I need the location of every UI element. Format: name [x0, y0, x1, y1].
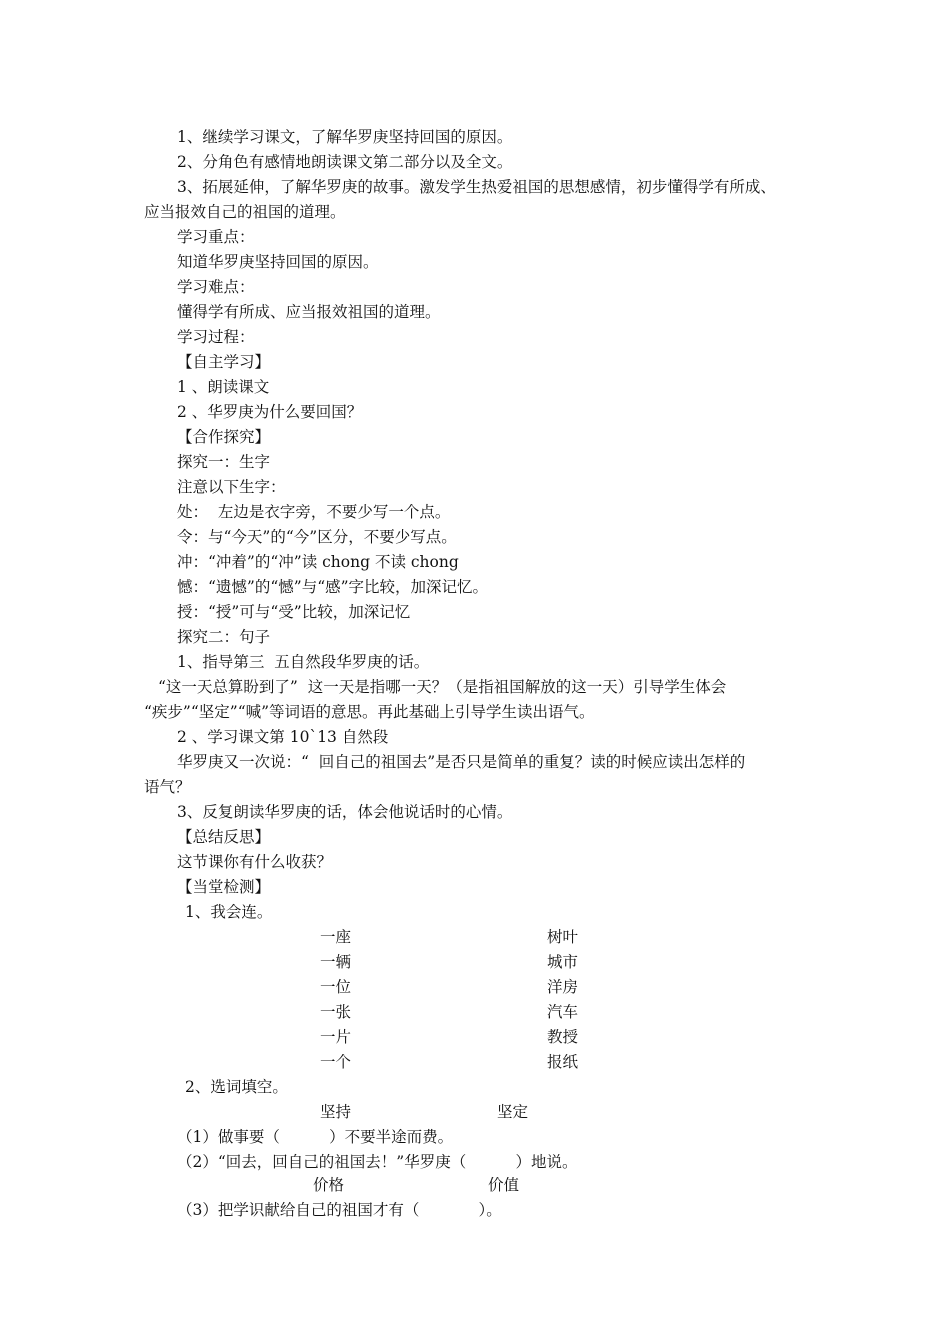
char-item-5: 授：“授”可与“受”比较，加深记忆: [177, 603, 411, 621]
match-left-6: 一个: [320, 1053, 352, 1071]
difficulty-heading: 学习难点：: [177, 278, 255, 296]
summary-text: 这节课你有什么收获？: [177, 853, 333, 871]
difficulty-text: 懂得学有所成、应当报效祖国的道理。: [177, 303, 441, 321]
test-heading: 【当堂检测】: [177, 878, 271, 896]
self-study-item-2: 2 、华罗庚为什么要回国？: [177, 403, 363, 421]
word-choice-2a: 价格: [313, 1176, 345, 1194]
objective-2: 2、分角色有感情地朗读课文第二部分以及全文。: [177, 153, 513, 171]
summary-heading: 【总结反思】: [177, 828, 271, 846]
sentence-task-2: 2 、学习课文第 10`13 自然段: [177, 728, 389, 746]
char-item-2: 令：与“今天”的“今”区分，不要少写点。: [177, 528, 457, 546]
focus-heading: 学习重点：: [177, 228, 255, 246]
sentence-task-1a: “这一天总算盼到了” 这一天是指哪一天？（是指祖国解放的这一天）引导学生体会: [158, 678, 727, 696]
match-right-1: 树叶: [547, 928, 579, 946]
sentence-task-1b: “疾步”“坚定”“喊”等词语的意思。再此基础上引导学生读出语气。: [144, 703, 595, 721]
match-right-6: 报纸: [547, 1053, 579, 1071]
fill-blank-3: （3）把学识献给自己的祖国才有（ ）。: [177, 1201, 502, 1219]
objective-3-cont: 应当报效自己的祖国的道理。: [144, 203, 346, 221]
match-left-1: 一座: [320, 928, 352, 946]
test-q2: 2、选词填空。: [185, 1078, 288, 1096]
word-choice-1a: 坚持: [320, 1103, 352, 1121]
self-study-heading: 【自主学习】: [177, 353, 271, 371]
sentence-task-2a: 华罗庚又一次说：“ 回自己的祖国去”是否只是简单的重复？读的时候应读出怎样的: [177, 753, 746, 771]
match-right-5: 教授: [547, 1028, 579, 1046]
match-left-2: 一辆: [320, 953, 352, 971]
test-q1: 1、我会连。: [185, 903, 273, 921]
match-right-4: 汽车: [547, 1003, 579, 1021]
match-left-4: 一张: [320, 1003, 352, 1021]
fill-blank-1: （1）做事要（ ）不要半途而费。: [177, 1128, 454, 1146]
word-choice-1b: 坚定: [497, 1103, 529, 1121]
chars-note: 注意以下生字：: [177, 478, 286, 496]
process-heading: 学习过程：: [177, 328, 255, 346]
objective-1: 1、继续学习课文，了解华罗庚坚持回国的原因。: [177, 128, 513, 146]
char-item-4: 憾：“遗憾”的“憾”与“感”字比较，加深记忆。: [177, 578, 489, 596]
word-choice-2b: 价值: [488, 1176, 520, 1194]
match-left-3: 一位: [320, 978, 352, 996]
sentence-task-1: 1、指导第三 五自然段华罗庚的话。: [177, 653, 430, 671]
sentence-task-2b: 语气？: [144, 778, 191, 796]
fill-blank-2: （2）“回去，回自己的祖国去！”华罗庚（ ）地说。: [177, 1153, 578, 1171]
explore-2: 探究二：句子: [177, 628, 271, 646]
char-item-1: 处： 左边是衣字旁，不要少写一个点。: [177, 503, 451, 521]
match-right-2: 城市: [547, 953, 579, 971]
match-right-3: 洋房: [547, 978, 579, 996]
explore-1: 探究一：生字: [177, 453, 271, 471]
cooperate-heading: 【合作探究】: [177, 428, 271, 446]
sentence-task-3: 3、反复朗读华罗庚的话，体会他说话时的心情。: [177, 803, 513, 821]
match-left-5: 一片: [320, 1028, 352, 1046]
char-item-3: 冲：“冲着”的“冲”读 chong 不读 chong: [177, 553, 459, 571]
self-study-item-1: 1 、朗读课文: [177, 378, 270, 396]
objective-3: 3、拓展延伸，了解华罗庚的故事。激发学生热爱祖国的思想感情，初步懂得学有所成、: [177, 178, 776, 196]
focus-text: 知道华罗庚坚持回国的原因。: [177, 253, 379, 271]
